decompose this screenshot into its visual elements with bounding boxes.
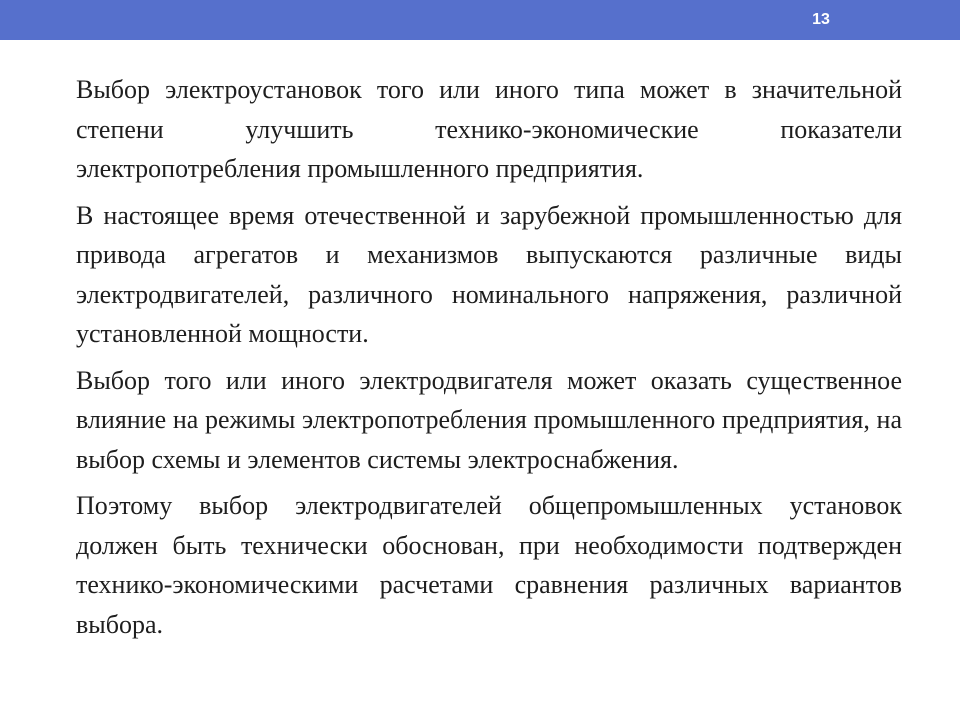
paragraph-2: В настоящее время отечественной и зарубежной промышленностью для привода агрегатов и механизмов выпускаются различные виды электродвигателей, различного номинального напряжения, различной установленной мощности. bbox=[76, 200, 902, 348]
header-bar bbox=[0, 0, 960, 40]
paragraph-1: Выбор электроустановок того или иного типа может в значительной степени улучшить технико-экономические показатели электропотребления промышленного предприятия. bbox=[76, 75, 902, 183]
paragraph-3: Выбор того или иного электродвигателя может оказать существенное влияние на режимы электропотребления промышленного предприятия, на выбор схемы и элементов системы электроснабжения. bbox=[76, 365, 902, 474]
page-number: 13 bbox=[812, 11, 830, 28]
paragraph-4: Поэтому выбор электродвигателей общепромышленных установок должен быть технически обоснован, при необходимости подтвержден технико-экономическими расчетами сравнения различных вариантов выбора. bbox=[76, 491, 902, 639]
slide-body bbox=[76, 70, 902, 651]
